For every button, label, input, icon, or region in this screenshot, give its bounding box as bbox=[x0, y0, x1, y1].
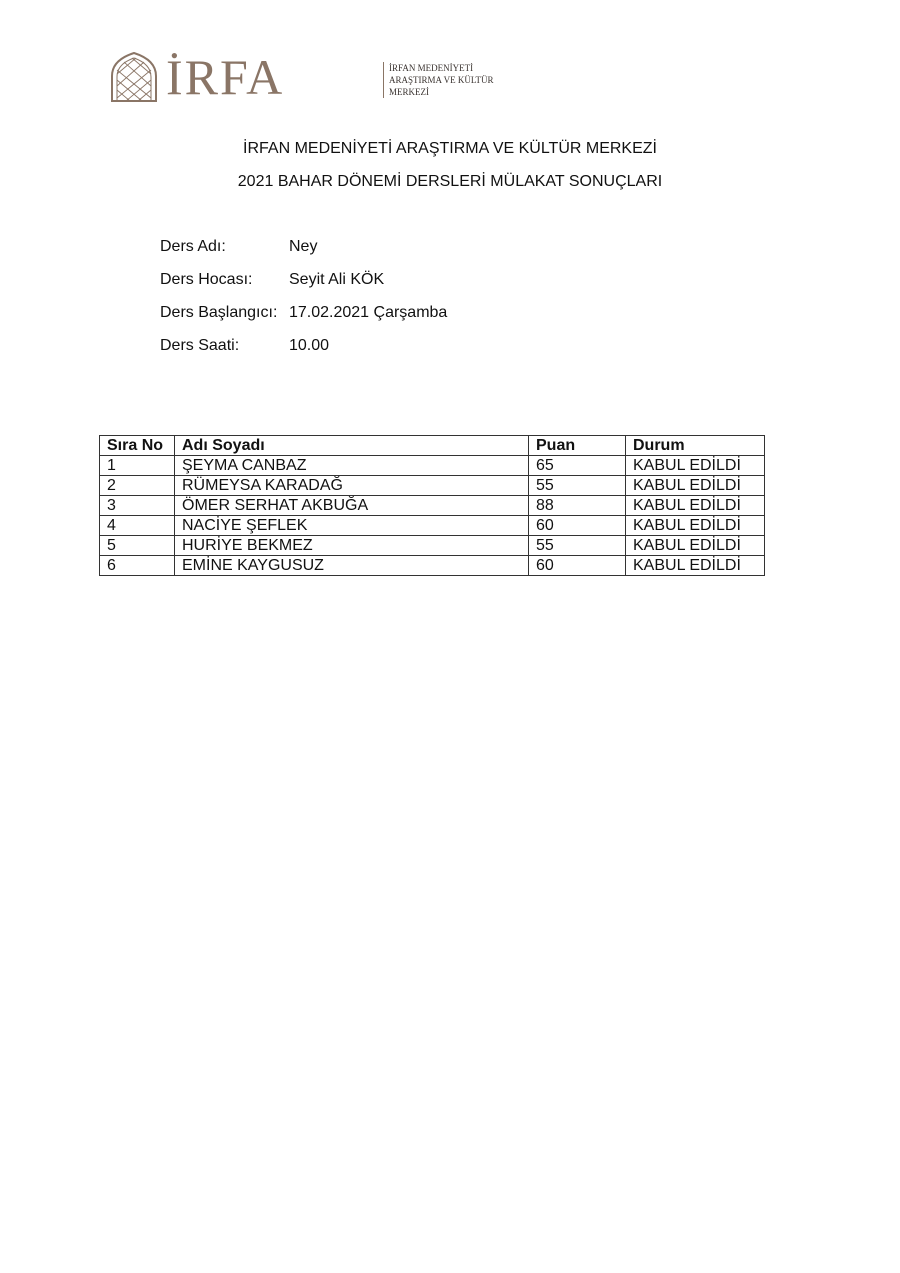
column-header: Sıra No bbox=[100, 436, 175, 456]
table-cell: 88 bbox=[529, 496, 626, 516]
info-label: Ders Saati: bbox=[160, 337, 240, 354]
table-cell: RÜMEYSA KARADAĞ bbox=[175, 476, 529, 496]
table-row bbox=[100, 556, 765, 576]
info-row-teacher bbox=[160, 271, 447, 304]
table-cell: 5 bbox=[100, 536, 175, 556]
logo-subtitle: İRFAN MEDENİYETİ ARAŞTIRMA VE KÜLTÜR MERKEZİ bbox=[389, 63, 494, 97]
table-cell: 60 bbox=[529, 556, 626, 576]
table-cell: 4 bbox=[100, 516, 175, 536]
table-row bbox=[100, 476, 765, 496]
info-row-course-name bbox=[160, 238, 447, 271]
table-cell: KABUL EDİLDİ bbox=[626, 556, 765, 576]
info-value: 17.02.2021 Çarşamba bbox=[289, 304, 448, 321]
info-label: Ders Hocası: bbox=[160, 271, 253, 288]
table-row bbox=[100, 536, 765, 556]
table-row bbox=[100, 496, 765, 516]
table-cell: 65 bbox=[529, 456, 626, 476]
info-value: Ney bbox=[289, 238, 318, 255]
column-header: Adı Soyadı bbox=[175, 436, 529, 456]
table-cell: 2 bbox=[100, 476, 175, 496]
table-cell: NACİYE ŞEFLEK bbox=[175, 516, 529, 536]
table-cell: HURİYE BEKMEZ bbox=[175, 536, 529, 556]
table-cell: EMİNE KAYGUSUZ bbox=[175, 556, 529, 576]
table-cell: 3 bbox=[100, 496, 175, 516]
table-cell: 55 bbox=[529, 536, 626, 556]
info-row-start-date bbox=[160, 304, 447, 337]
table-cell: 60 bbox=[529, 516, 626, 536]
results-table bbox=[99, 435, 765, 576]
table-cell: KABUL EDİLDİ bbox=[626, 456, 765, 476]
info-value: 10.00 bbox=[289, 337, 330, 354]
table-cell: 6 bbox=[100, 556, 175, 576]
table-cell: 55 bbox=[529, 476, 626, 496]
table-cell: KABUL EDİLDİ bbox=[626, 516, 765, 536]
info-value: Seyit Ali KÖK bbox=[289, 271, 385, 288]
table-cell: KABUL EDİLDİ bbox=[626, 496, 765, 516]
document-title: 2021 BAHAR DÖNEMİ DERSLERİ MÜLAKAT SONUÇLARI bbox=[237, 173, 663, 190]
table-cell: 1 bbox=[100, 456, 175, 476]
logo-wordmark: İRFA bbox=[166, 49, 285, 105]
table-cell: KABUL EDİLDİ bbox=[626, 536, 765, 556]
table-row bbox=[100, 456, 765, 476]
institution-title: İRFAN MEDENİYETİ ARAŞTIRMA VE KÜLTÜR MERKEZİ bbox=[243, 140, 657, 157]
course-info bbox=[160, 238, 447, 370]
table-cell: ÖMER SERHAT AKBUĞA bbox=[175, 496, 529, 516]
table-row bbox=[100, 516, 765, 536]
arch-emblem-icon bbox=[110, 52, 158, 102]
table-header-row bbox=[100, 436, 765, 456]
table-cell: KABUL EDİLDİ bbox=[626, 476, 765, 496]
logo-divider bbox=[383, 62, 384, 98]
info-row-time bbox=[160, 337, 447, 370]
info-label: Ders Adı: bbox=[160, 238, 226, 255]
column-header: Puan bbox=[529, 436, 626, 456]
table-cell: ŞEYMA CANBAZ bbox=[175, 456, 529, 476]
column-header: Durum bbox=[626, 436, 765, 456]
info-label: Ders Başlangıcı: bbox=[160, 304, 278, 321]
